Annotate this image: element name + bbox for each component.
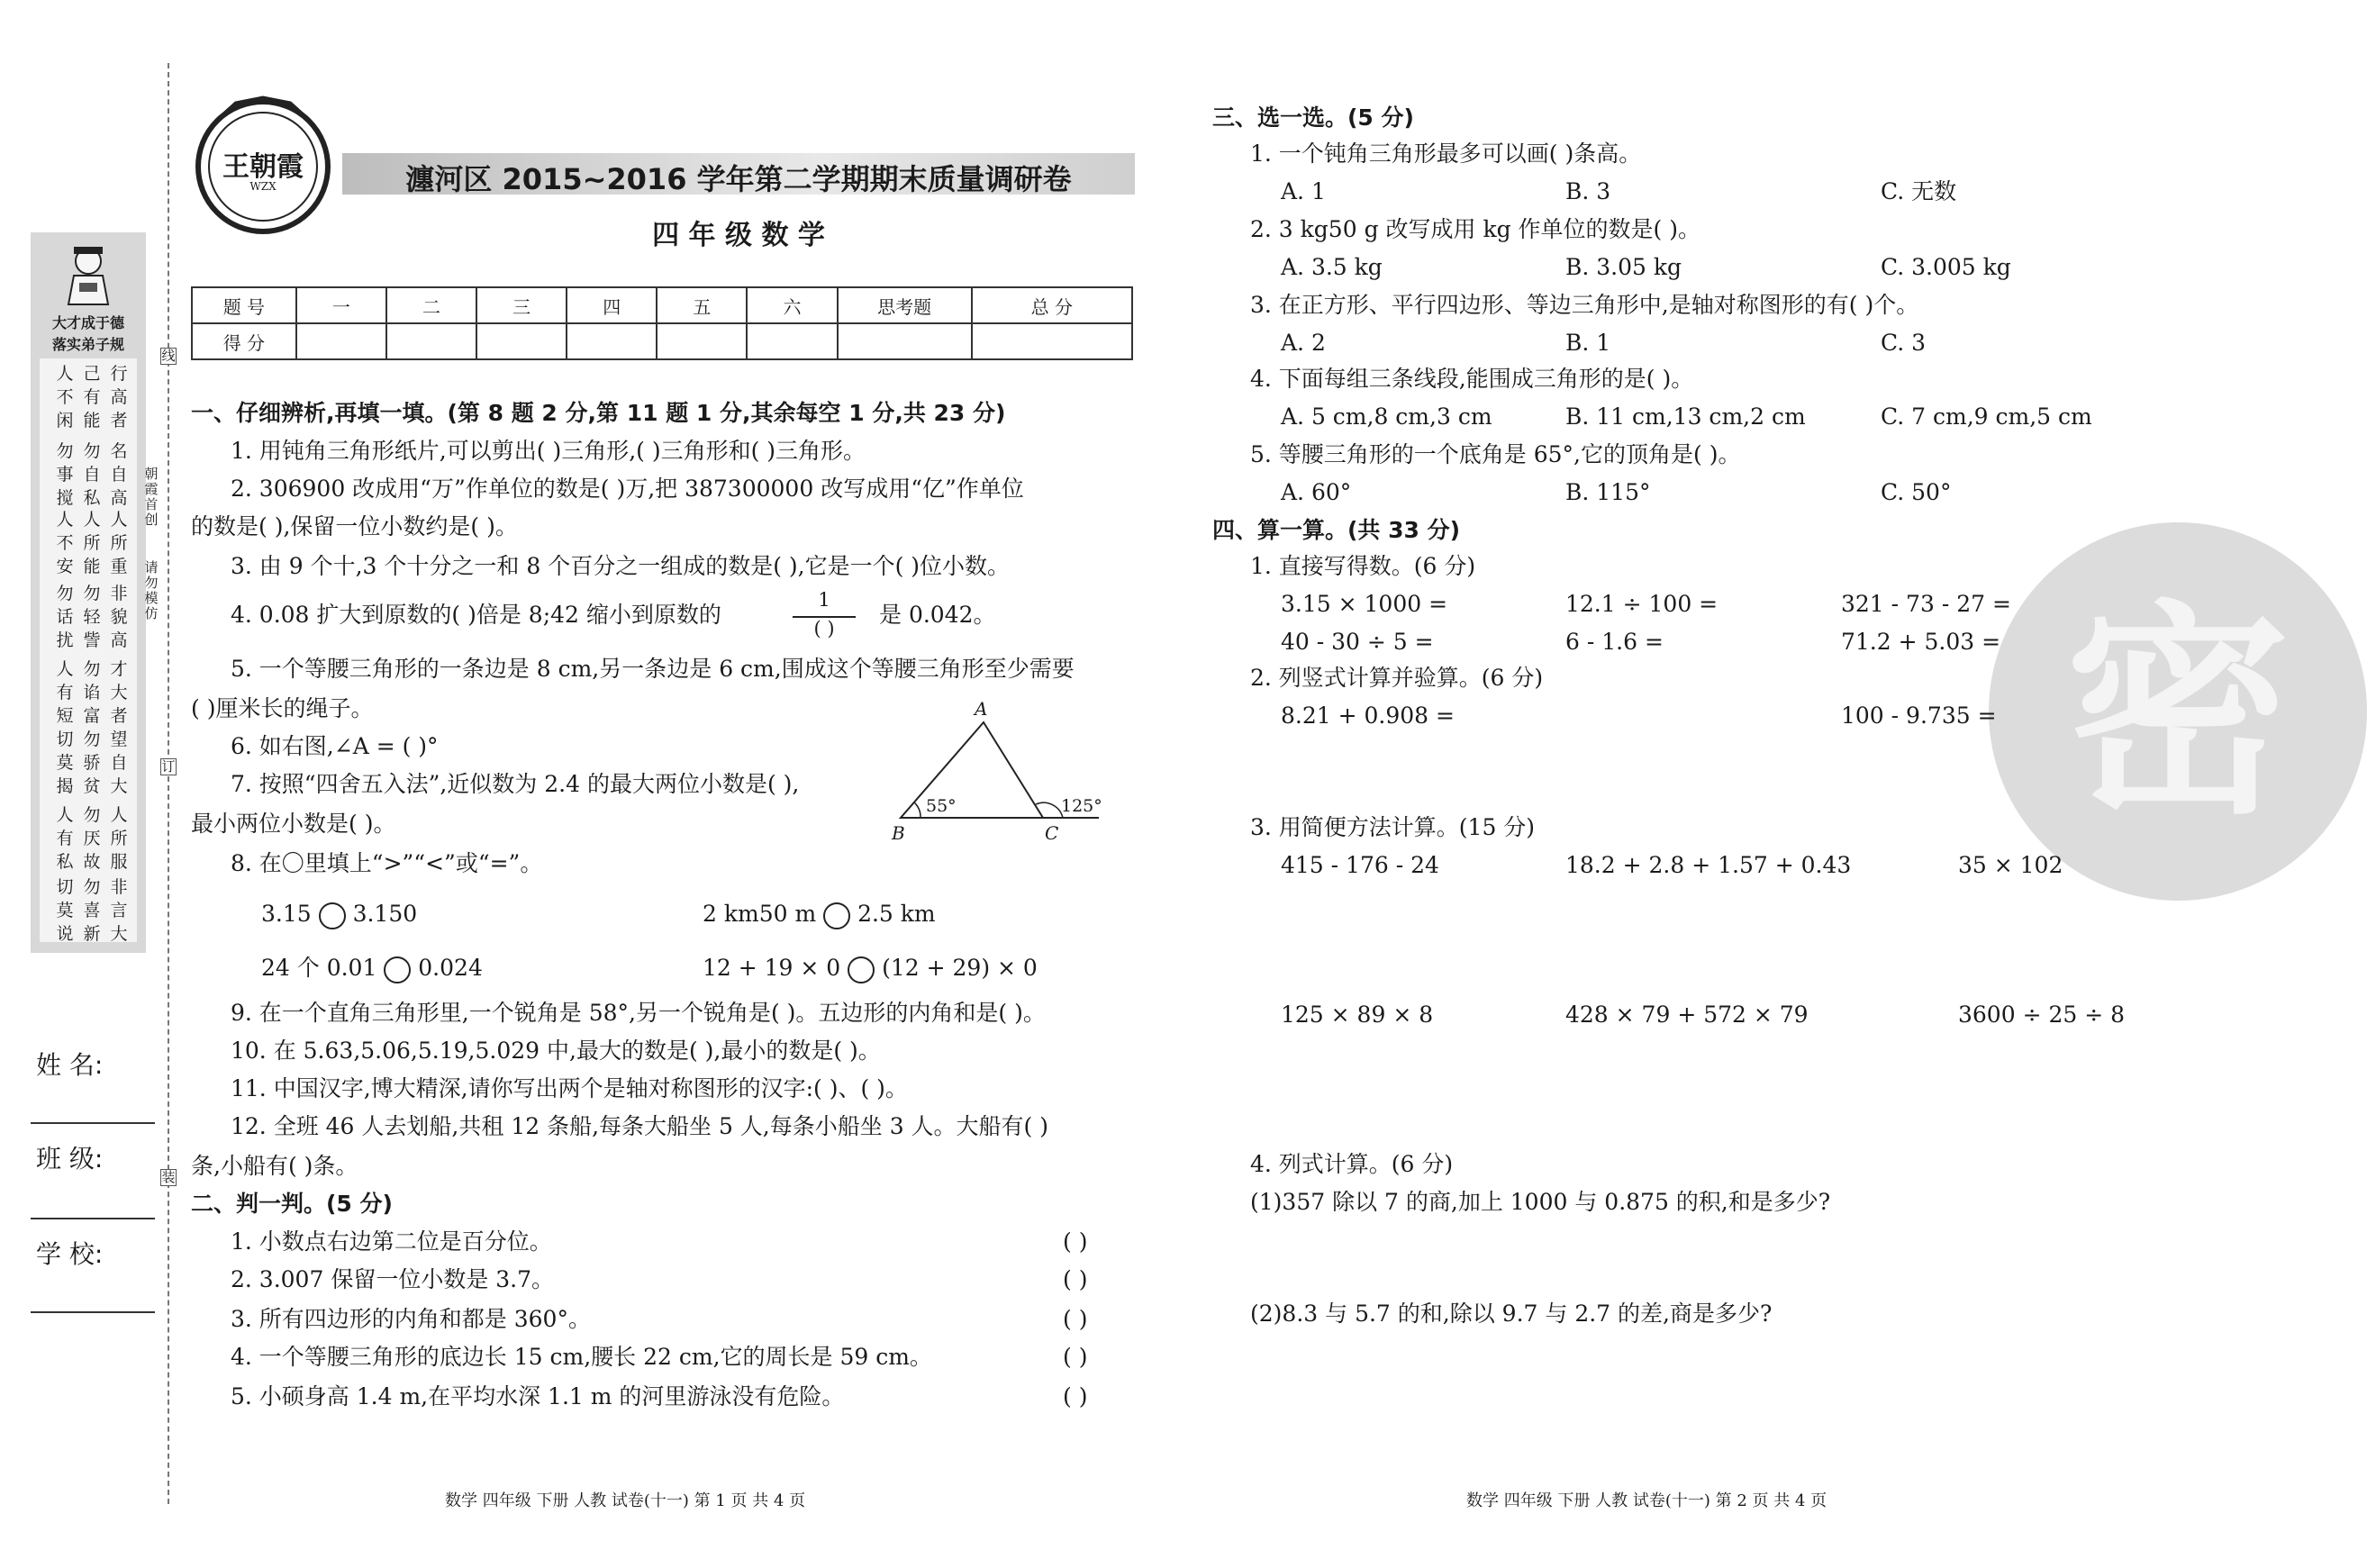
score-col: 总 分 (972, 287, 1132, 323)
section-1-title: 一、仔细辨析,再填一填。(第 8 题 2 分,第 11 题 1 分,其余每空 1 分,共 23 分) (191, 400, 1006, 426)
choice-a[interactable]: A. 1 (1281, 178, 1326, 204)
choice-question: 1. 一个钝角三角形最多可以画( )条高。 (1250, 140, 1642, 167)
choice-c[interactable]: C. 3.005 kg (1881, 254, 2011, 280)
motto-col: 名自高 (110, 441, 128, 508)
calc-item: 40 - 30 ÷ 5 = (1281, 629, 1434, 655)
class-label: 班 级: (36, 1144, 104, 1174)
judge-item: 1. 小数点右边第二位是百分位。 (231, 1228, 552, 1255)
score-col: 五 (657, 287, 747, 323)
title-banner (342, 153, 1135, 195)
motto-col: 勿喜新 (83, 877, 101, 944)
motto-col: 人不闲 (56, 364, 74, 431)
motto-col: 人不安 (56, 510, 74, 576)
score-cell[interactable] (747, 323, 837, 359)
motto-col: 人所重 (110, 510, 128, 576)
vertex-a: A (975, 698, 988, 720)
compare-item (703, 955, 1038, 983)
compare-left: 3.15 (261, 901, 312, 927)
score-cell[interactable] (838, 323, 972, 359)
motto-col: 勿自私 (83, 441, 101, 508)
compare-item (261, 901, 417, 929)
score-cell[interactable] (476, 323, 567, 359)
motto-col: 勿事搅 (56, 441, 74, 508)
compare-left: 2 km50 m (703, 901, 817, 927)
motto-col: 勿骄贫 (83, 730, 101, 796)
motto-col: 人有私 (56, 805, 74, 872)
s1-q7a: 7. 按照“四舍五入法”,近似数为 2.4 的最大两位小数是( ), (231, 771, 800, 797)
motto-col: 非言大 (110, 877, 128, 944)
score-col: 一 (296, 287, 386, 323)
calc-item: 35 × 102 (1958, 852, 2063, 878)
calc-item: 18.2 + 2.8 + 1.57 + 0.43 (1565, 852, 1852, 878)
motto-1: 大才成于德 (51, 314, 124, 331)
compare-circle[interactable] (823, 902, 850, 929)
score-cell[interactable] (386, 323, 476, 359)
choice-b[interactable]: B. 1 (1565, 330, 1611, 356)
s1-q2a: 2. 306900 改成用“万”作单位的数是( )万,把 387300000 改写成用“亿”作单位 (231, 476, 1024, 502)
score-cell[interactable] (567, 323, 657, 359)
choice-b[interactable]: B. 3 (1565, 178, 1611, 204)
s1-q7b: 最小两位小数是( )。 (191, 811, 396, 837)
name-field[interactable] (31, 1122, 155, 1124)
section-3-title: 三、选一选。(5 分) (1212, 104, 1414, 131)
choice-question: 3. 在正方形、平行四边形、等边三角形中,是轴对称图形的有( )个。 (1250, 292, 1919, 318)
confidential-stamp (1989, 522, 2367, 901)
word-problem: (1)357 除以 7 的商,加上 1000 与 0.875 的积,和是多少? (1250, 1189, 1831, 1215)
s1-q12b: 条,小船有( )条。 (191, 1153, 358, 1179)
calc-part-3-title: 3. 用简便方法计算。(15 分) (1250, 814, 1536, 840)
motto-col: 非貌高 (110, 584, 128, 650)
motto-col: 勿话扰 (56, 584, 74, 650)
choice-a[interactable]: A. 3.5 kg (1281, 254, 1383, 280)
fold-label-zhuang: 装 (161, 1169, 176, 1185)
s1-q11: 11. 中国汉字,博大精深,请你写出两个是轴对称图形的汉字:( )、( )。 (231, 1075, 908, 1101)
motto-col: 才大者 (110, 659, 128, 726)
logo-name: 王朝霞 (222, 151, 304, 183)
score-cell[interactable] (296, 323, 386, 359)
judge-answer[interactable]: ( ) (1063, 1344, 1088, 1370)
s1-q5b: ( )厘米长的绳子。 (191, 695, 374, 721)
motto-col: 人所能 (83, 510, 101, 576)
score-col: 六 (747, 287, 837, 323)
fold-note-2: 请勿模仿 (144, 559, 159, 621)
triangle-figure (883, 693, 1117, 847)
compare-left: 24 个 0.01 (261, 955, 377, 981)
choice-a[interactable]: A. 2 (1281, 330, 1326, 356)
motto-col: 切莫说 (56, 877, 74, 944)
compare-item (261, 955, 483, 983)
calc-item: 8.21 + 0.908 = (1281, 702, 1455, 729)
compare-right: 3.150 (352, 901, 418, 927)
class-field[interactable] (31, 1218, 155, 1219)
angle-b-label: 55° (926, 796, 957, 816)
s1-q2b: 的数是( ),保留一位小数约是( )。 (191, 513, 518, 539)
s1-q8: 8. 在〇里填上“>”“<”或“=”。 (231, 850, 543, 876)
s1-q5a: 5. 一个等腰三角形的一条边是 8 cm,另一条边是 6 cm,围成这个等腰三角形至少需要 (231, 656, 1075, 682)
compare-right: 2.5 km (857, 901, 936, 927)
fold-label-line: 线 (161, 348, 176, 364)
name-label: 姓 名: (36, 1050, 104, 1080)
scholar-illustration (61, 243, 115, 306)
motto-col: 勿厌故 (83, 805, 101, 872)
score-cell[interactable] (972, 323, 1132, 359)
score-col: 思考题 (838, 287, 972, 323)
compare-circle[interactable] (848, 956, 875, 983)
compare-right: 0.024 (418, 955, 483, 981)
section-4-title: 四、算一算。(共 33 分) (1212, 517, 1461, 543)
choice-b[interactable]: B. 11 cm,13 cm,2 cm (1565, 403, 1806, 430)
school-field[interactable] (31, 1311, 155, 1313)
motto-col: 行高者 (110, 364, 128, 431)
vertex-b: B (892, 822, 905, 844)
fraction-denominator: ( ) (813, 618, 835, 639)
score-value-row (192, 323, 1132, 359)
word-problem: (2)8.3 与 5.7 的和,除以 9.7 与 2.7 的差,商是多少? (1250, 1301, 1773, 1327)
section-2-title: 二、判一判。(5 分) (191, 1191, 393, 1217)
choice-question: 2. 3 kg50 g 改写成用 kg 作单位的数是( )。 (1250, 216, 1701, 242)
calc-item: 71.2 + 5.03 = (1841, 629, 2001, 655)
footer-left: 数学 四年级 下册 人教 试卷(十一) 第 1 页 共 4 页 (445, 1491, 806, 1510)
calc-item: 415 - 176 - 24 (1281, 852, 1439, 878)
choice-c[interactable]: C. 无数 (1881, 178, 1957, 204)
judge-item: 4. 一个等腰三角形的底边长 15 cm,腰长 22 cm,它的周长是 59 cm。 (231, 1344, 932, 1370)
s1-q12a: 12. 全班 46 人去划船,共租 12 条船,每条大船坐 5 人,每条小船坐 3 人。大船有( ) (231, 1113, 1049, 1139)
score-table (191, 286, 1133, 360)
exam-subject: 四 年 级 数 学 (652, 220, 825, 251)
score-col: 三 (476, 287, 567, 323)
choice-b[interactable]: B. 3.05 kg (1565, 254, 1682, 280)
judge-item: 5. 小硕身高 1.4 m,在平均水深 1.1 m 的河里游泳没有危险。 (231, 1383, 845, 1409)
calc-part-1-title: 1. 直接写得数。(6 分) (1250, 553, 1476, 579)
footer-right: 数学 四年级 下册 人教 试卷(十一) 第 2 页 共 4 页 (1466, 1491, 1827, 1510)
s1-q3: 3. 由 9 个十,3 个十分之一和 8 个百分之一组成的数是( ),它是一个( )位小数。 (231, 553, 1011, 579)
judge-answer[interactable]: ( ) (1063, 1266, 1088, 1292)
calc-item: 125 × 89 × 8 (1281, 1002, 1434, 1028)
score-row-label: 得 分 (192, 323, 296, 359)
calc-item: 3600 ÷ 25 ÷ 8 (1958, 1002, 2126, 1028)
motto-col: 人所服 (110, 805, 128, 872)
score-col: 四 (567, 287, 657, 323)
motto-col: 望自大 (110, 730, 128, 796)
school-label: 学 校: (36, 1239, 104, 1269)
choice-question: 4. 下面每组三条线段,能围成三角形的是( )。 (1250, 366, 1694, 392)
fraction-numerator: 1 (818, 589, 830, 611)
choice-a[interactable]: A. 5 cm,8 cm,3 cm (1281, 403, 1492, 430)
compare-circle[interactable] (319, 902, 346, 929)
fold-label-ding: 订 (161, 758, 176, 775)
compare-left: 12 + 19 × 0 (703, 955, 841, 981)
motto-2: 落实弟子规 (51, 336, 124, 353)
choice-c[interactable]: C. 50° (1881, 479, 1952, 505)
choice-question: 5. 等腰三角形的一个底角是 65°,它的顶角是( )。 (1250, 441, 1741, 467)
calc-item: 428 × 79 + 572 × 79 (1565, 1002, 1809, 1028)
calc-part-2-title: 2. 列竖式计算并验算。(6 分) (1250, 665, 1544, 691)
vertex-c: C (1045, 822, 1059, 844)
calc-item: 321 - 73 - 27 = (1841, 591, 2011, 617)
compare-right: (12 + 29) × 0 (882, 955, 1038, 981)
judge-answer[interactable]: ( ) (1063, 1383, 1088, 1409)
motto-col: 人有短 (56, 659, 74, 726)
judge-item: 3. 所有四边形的内角和都是 360°。 (231, 1306, 591, 1332)
motto-col: 切莫揭 (56, 730, 74, 796)
score-col: 二 (386, 287, 476, 323)
calc-part-4-title: 4. 列式计算。(6 分) (1250, 1151, 1454, 1177)
fold-note-1: 朝霞首创 (144, 466, 159, 528)
score-header-row (192, 287, 1132, 323)
s1-q6: 6. 如右图,∠A = ( )° (231, 733, 439, 759)
choice-b[interactable]: B. 115° (1565, 479, 1651, 505)
judge-answer[interactable]: ( ) (1063, 1306, 1088, 1332)
score-cell[interactable] (657, 323, 747, 359)
judge-item: 2. 3.007 保留一位小数是 3.7。 (231, 1266, 555, 1292)
exam-title: 瀍河区 2015~2016 学年第二学期期末质量调研卷 (405, 162, 1072, 196)
stamp-char: 密 (2065, 579, 2290, 844)
choice-c[interactable]: C. 7 cm,9 cm,5 cm (1881, 403, 2092, 430)
calc-item: 6 - 1.6 = (1565, 629, 1664, 655)
compare-item (703, 901, 936, 929)
motto-col: 己有能 (83, 364, 101, 431)
judge-answer[interactable]: ( ) (1063, 1228, 1088, 1255)
choice-c[interactable]: C. 3 (1881, 330, 1927, 356)
calc-item: 12.1 ÷ 100 = (1565, 591, 1719, 617)
score-col-label: 题 号 (192, 287, 296, 323)
choice-a[interactable]: A. 60° (1281, 479, 1352, 505)
fold-line (168, 63, 169, 1504)
calc-item: 3.15 × 1000 = (1281, 591, 1448, 617)
angle-c-label: 125° (1061, 796, 1102, 816)
logo-subtitle: WZX (249, 180, 277, 193)
compare-circle[interactable] (384, 956, 411, 983)
s1-q1: 1. 用钝角三角形纸片,可以剪出( )三角形,( )三角形和( )三角形。 (231, 438, 866, 464)
s1-q4a: 4. 0.08 扩大到原数的( )倍是 8;42 缩小到原数的 (231, 602, 721, 628)
s1-q10: 10. 在 5.63,5.06,5.19,5.029 中,最大的数是( ),最小的数是( )。 (231, 1038, 881, 1064)
s1-q4b: 是 0.042。 (879, 602, 996, 628)
motto-col: 勿轻訾 (83, 584, 101, 650)
s1-q9: 9. 在一个直角三角形里,一个锐角是 58°,另一个锐角是( )。五边形的内角和是( )。 (231, 1000, 1046, 1026)
motto-col: 勿谄富 (83, 659, 101, 726)
calc-item: 100 - 9.735 = (1841, 702, 1997, 729)
